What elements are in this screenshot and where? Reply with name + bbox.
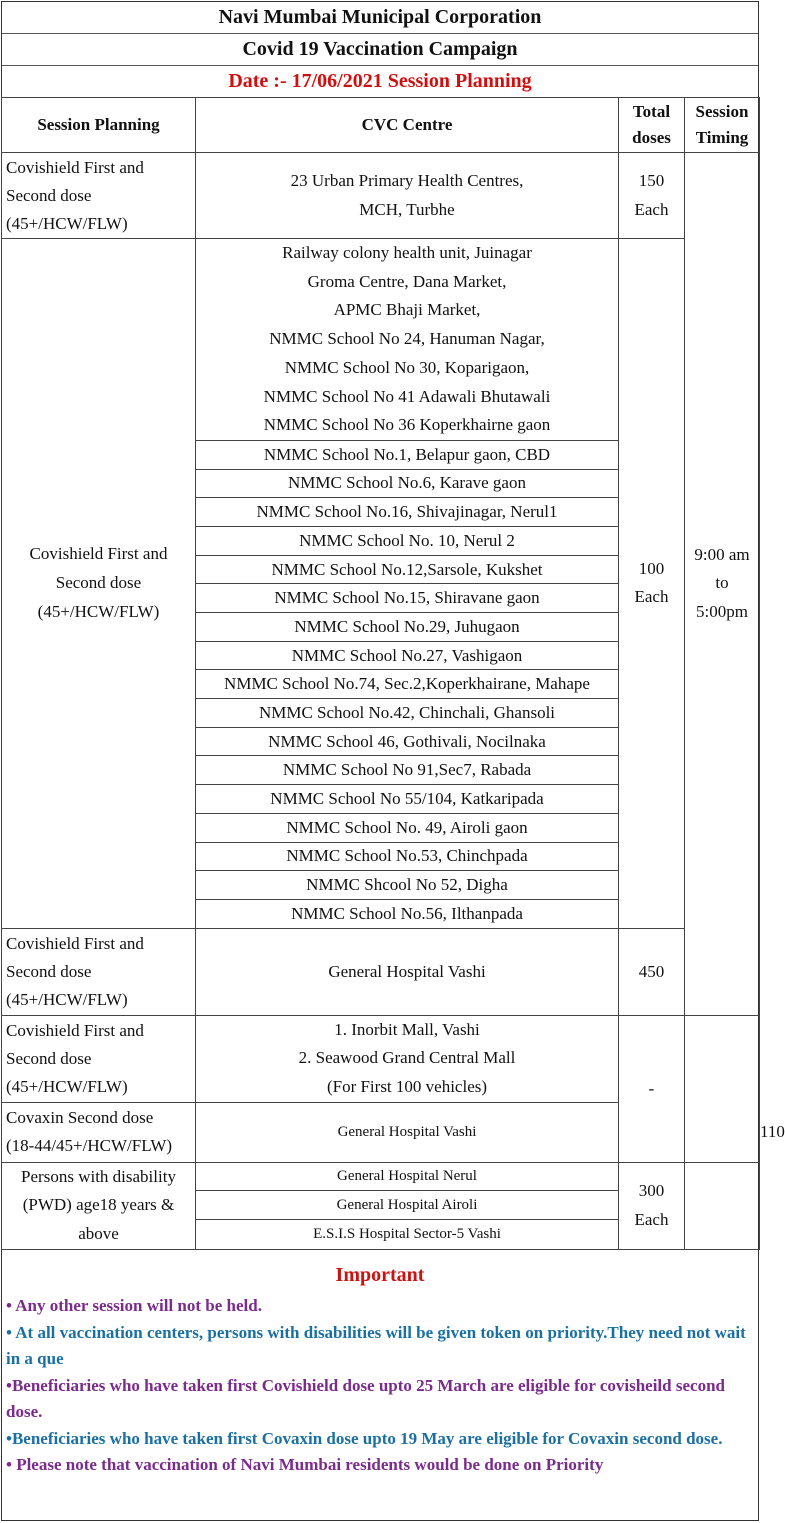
doses-cell: 150 Each bbox=[619, 153, 685, 239]
note-item: • Any other session will not be held. bbox=[6, 1296, 262, 1315]
important-notes bbox=[2, 1246, 758, 1520]
col-session-timing: Session Timing bbox=[685, 98, 760, 153]
date-line: Date :- 17/06/2021 Session Planning bbox=[2, 66, 758, 98]
session-cell: Covishield First and Second dose (45+/HCW/FLW) bbox=[2, 239, 196, 929]
centre-cell: 1. Inorbit Mall, Vashi 2. Seawood Grand Central Mall (For First 100 vehicles) bbox=[196, 1015, 619, 1102]
timing-blank-cell bbox=[685, 1162, 760, 1249]
centre-cell: General Hospital Airoli bbox=[196, 1191, 619, 1220]
doses-cell: 300 Each bbox=[619, 1162, 685, 1249]
centre-cell: NMMC School 46, Gothivali, Nocilnaka bbox=[196, 727, 619, 756]
note-item: •Beneficiaries who have taken first Covaxin dose upto 19 May are eligible for Covaxin second dose. bbox=[6, 1428, 723, 1448]
centre-cell: 23 Urban Primary Health Centres, MCH, Turbhe bbox=[196, 153, 619, 239]
centre-cell: NMMC Shcool No 52, Digha bbox=[196, 871, 619, 900]
session-cell: Persons with disability (PWD) age18 years & above bbox=[2, 1162, 196, 1249]
centre-cell: Railway colony health unit, Juinagar Groma Centre, Dana Market, APMC Bhaji Market, NMMC School No 24, Hanuman Nagar, NMMC School No 30, Koparigaon, NMMC School No 41 Adawali Bhutawali NMMC School No 36 Koperkhairne gaon bbox=[196, 239, 619, 441]
centre-cell: General Hospital Vashi bbox=[196, 1102, 619, 1162]
centre-cell: NMMC School No.1, Belapur gaon, CBD bbox=[196, 440, 619, 469]
centre-cell: NMMC School No. 10, Nerul 2 bbox=[196, 526, 619, 555]
campaign-title: Covid 19 Vaccination Campaign bbox=[2, 34, 758, 66]
session-cell: Covaxin Second dose (18-44/45+/HCW/FLW) bbox=[2, 1102, 196, 1162]
doses-cell: 450 bbox=[619, 928, 685, 1015]
col-total-doses: Total doses bbox=[619, 98, 685, 153]
col-session-planning: Session Planning bbox=[2, 98, 196, 153]
session-cell: Covishield First and Second dose (45+/HCW/FLW) bbox=[2, 1015, 196, 1102]
centre-cell: NMMC School No.12,Sarsole, Kukshet bbox=[196, 555, 619, 584]
table-row bbox=[2, 153, 760, 239]
col-cvc-centre: CVC Centre bbox=[196, 98, 619, 153]
table-row: Covaxin Second dose (18-44/45+/HCW/FLW) General Hospital Vashi 110 bbox=[2, 1102, 760, 1162]
timing-blank-cell bbox=[685, 1015, 760, 1162]
centre-cell: NMMC School No. 49, Airoli gaon bbox=[196, 813, 619, 842]
centre-cell: NMMC School No.29, Juhugaon bbox=[196, 613, 619, 642]
centre-cell: NMMC School No 55/104, Katkaripada bbox=[196, 785, 619, 814]
note-item: • Please note that vaccination of Navi Mumbai residents would be done on Priority bbox=[6, 1455, 604, 1474]
doses-cell: - bbox=[619, 1015, 685, 1162]
note-item: •Beneficiaries who have taken first Covishield dose upto 25 March are eligible for covisheild second dose. bbox=[6, 1375, 725, 1421]
centre-cell: E.S.I.S Hospital Sector-5 Vashi bbox=[196, 1220, 619, 1250]
table-row bbox=[2, 1162, 760, 1191]
vaccination-schedule bbox=[1, 1, 785, 1521]
centre-cell: NMMC School No.6, Karave gaon bbox=[196, 469, 619, 498]
important-title: Important bbox=[335, 1264, 425, 1286]
table-row bbox=[2, 1015, 760, 1102]
centre-cell: NMMC School No.16, Shivajinagar, Nerul1 bbox=[196, 498, 619, 527]
centre-cell: NMMC School No.56, Ilthanpada bbox=[196, 899, 619, 928]
table-row bbox=[2, 928, 760, 1015]
centre-cell: NMMC School No.15, Shiravane gaon bbox=[196, 584, 619, 613]
session-cell: Covishield First and Second dose (45+/HCW/FLW) bbox=[2, 928, 196, 1015]
centre-cell: NMMC School No 91,Sec7, Rabada bbox=[196, 756, 619, 785]
note-item: • At all vaccination centers, persons with disabilities will be given token on priority.They need not wait in a que bbox=[6, 1322, 746, 1368]
centre-cell: General Hospital Vashi bbox=[196, 928, 619, 1015]
centre-cell: NMMC School No.53, Chinchpada bbox=[196, 842, 619, 871]
schedule-table bbox=[1, 97, 785, 1250]
centre-cell: NMMC School No.74, Sec.2,Koperkhairane, Mahape bbox=[196, 670, 619, 699]
table-header-row bbox=[2, 98, 760, 153]
timing-cell: 9:00 am to 5:00pm bbox=[685, 153, 760, 1016]
centre-cell: NMMC School No.27, Vashigaon bbox=[196, 641, 619, 670]
table-row bbox=[2, 239, 760, 441]
doses-cell: 100 Each bbox=[619, 239, 685, 929]
centre-cell: General Hospital Nerul bbox=[196, 1162, 619, 1191]
org-title: Navi Mumbai Municipal Corporation bbox=[2, 2, 758, 34]
centre-cell: NMMC School No.42, Chinchali, Ghansoli bbox=[196, 699, 619, 728]
session-cell: Covishield First and Second dose (45+/HCW/FLW) bbox=[2, 153, 196, 239]
